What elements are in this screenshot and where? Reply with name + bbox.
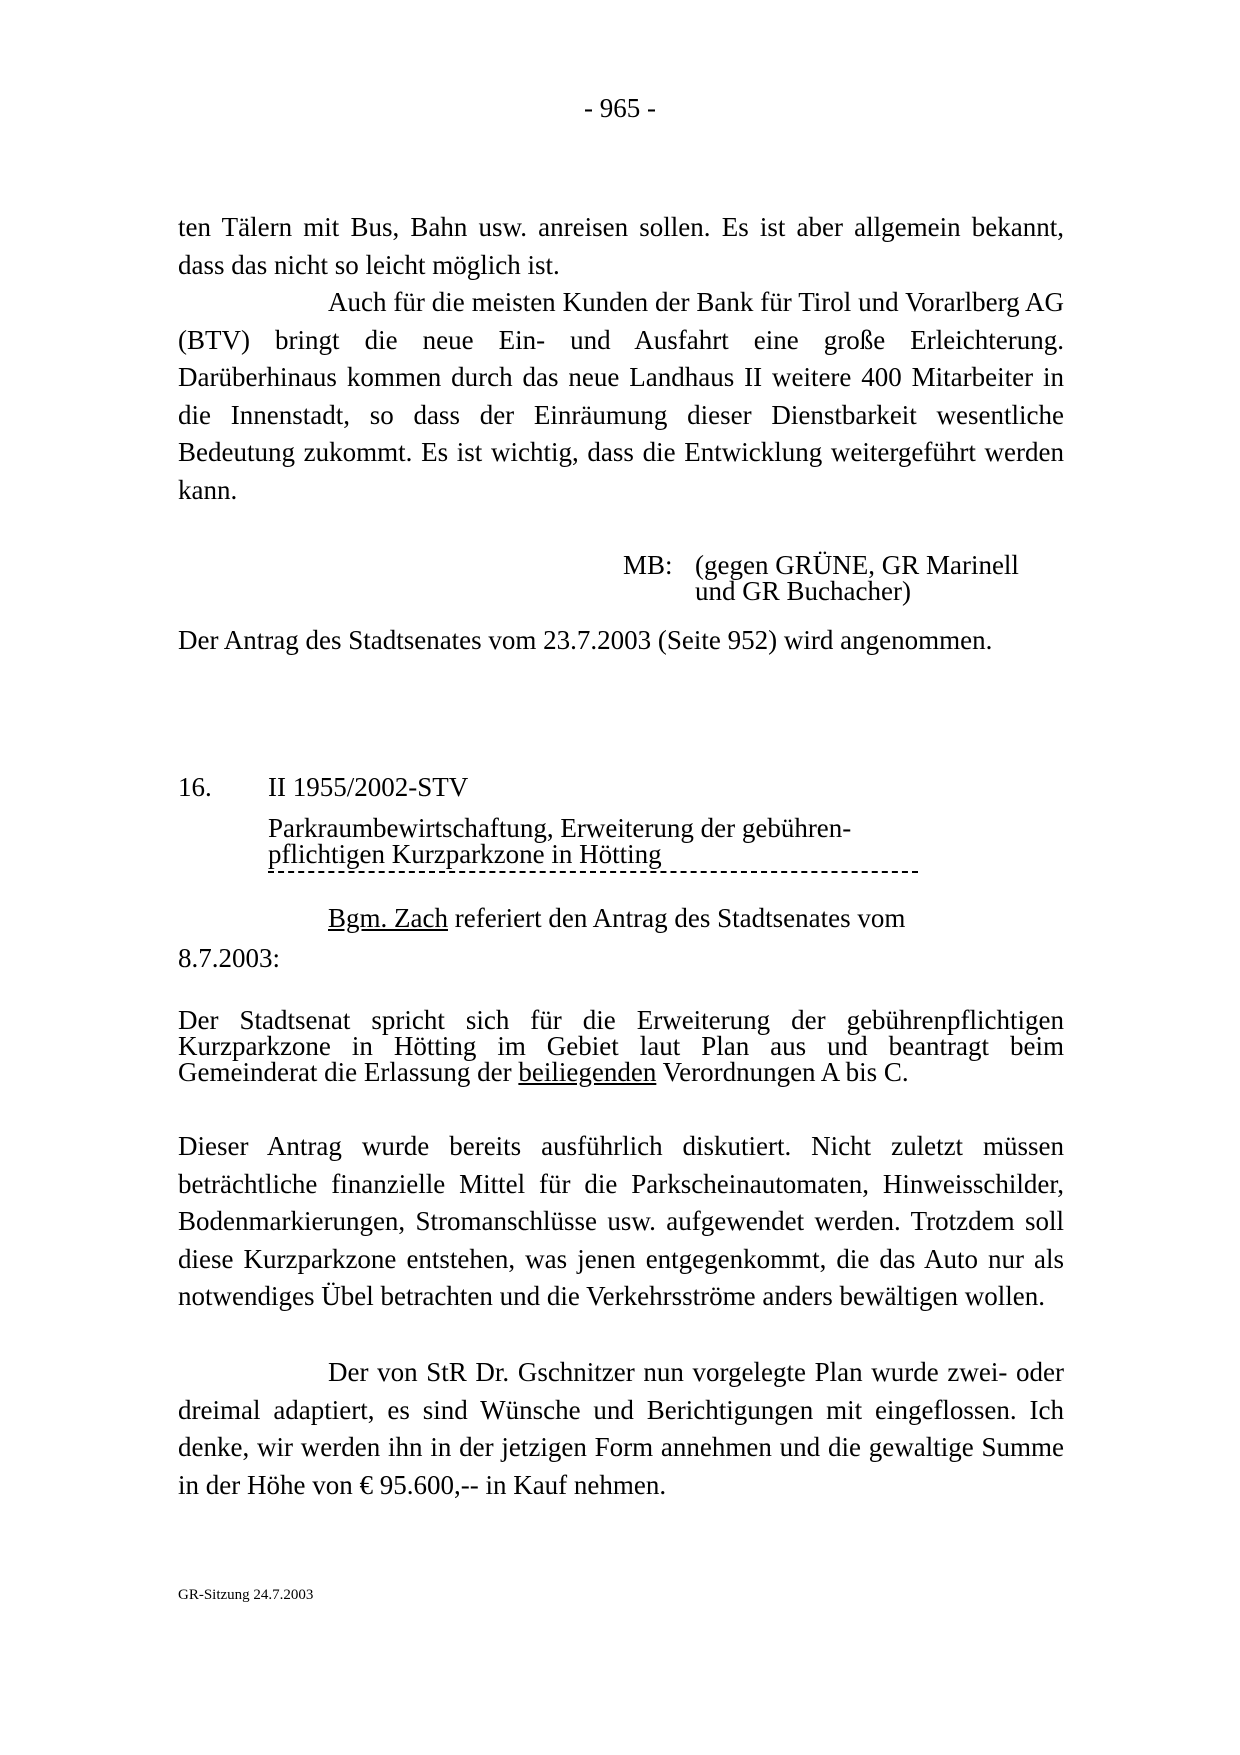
report-line: [328, 902, 905, 934]
resolution-text: Der Antrag des Stadtsenates vom 23.7.2003 (Seite 952) wird angenommen.: [178, 625, 993, 655]
item-title-line1: Parkraumbewirtschaftung, Erweiterung der gebühren-: [268, 813, 852, 843]
vote-details-line1: (gegen GRÜNE, GR Marinell: [695, 550, 1019, 580]
report-text: referiert den Antrag des Stadtsenates vom: [454, 903, 906, 933]
motion-text: [178, 1007, 1064, 1085]
item-reference: II 1955/2002-STV: [268, 772, 469, 802]
footer-text: GR-Sitzung 24.7.2003: [178, 1587, 314, 1603]
item-title-line2: pflichtigen Kurzparkzone in Hötting: [268, 839, 662, 869]
paragraph-btv: [178, 284, 1064, 509]
motion-underlined: beiliegenden: [518, 1057, 657, 1087]
motion-part1: Der Stadtsenat spricht sich für die Erweiterung der gebührenpflichtigen Kurzparkzone in Hötting im Gebiet laut Plan aus und beantragt beim Gemeinderat die Erlassung der: [178, 1005, 1064, 1087]
discussion-paragraph-2: [178, 1354, 1064, 1504]
motion-part2: Verordnungen A bis C.: [662, 1057, 909, 1087]
discussion-paragraph-1: Dieser Antrag wurde bereits ausführlich diskutiert. Nicht zuletzt müssen beträchtliche finanzielle Mittel für die Parkscheinautomaten, Hinweisschilder, Bodenmarkierungen, Stromanschlüsse usw. aufgewendet werden. Trotzdem soll diese Kurzparkzone entstehen, was jenen entgegenkommt, die das Auto nur als notwendiges Übel betrachten und die Verkehrsströme anders bewältigen wollen.: [178, 1131, 1064, 1311]
paragraph-continuation: ten Tälern mit Bus, Bahn usw. anreisen sollen. Es ist aber allgemein bekannt, dass das nicht so leicht möglich ist.: [178, 212, 1064, 280]
reporter-name: Bgm. Zach: [328, 903, 448, 933]
vote-label: MB:: [623, 550, 673, 580]
paragraph-btv-text: Auch für die meisten Kunden der Bank für Tirol und Vorarlberg AG (BTV) bringt die neue Ein- und Ausfahrt eine große Erleichterung. Darüberhinaus kommen durch das neue Landhaus II weitere 400 Mitarbeiter in die Innenstadt, so dass der Einräumung dieser Dienstbarkeit wesentliche Bedeutung zukommt. Es ist wichtig, dass die Entwicklung weitergeführt werden kann.: [178, 287, 1064, 505]
page-number: - 965 -: [584, 93, 656, 123]
vote-details: [695, 552, 1019, 604]
dashed-divider: [268, 871, 918, 873]
item-number: 16.: [178, 772, 212, 802]
vote-details-line2: und GR Buchacher): [695, 576, 911, 606]
report-date: 8.7.2003:: [178, 943, 281, 973]
discussion-paragraph-2-text: Der von StR Dr. Gschnitzer nun vorgelegte Plan wurde zwei- oder dreimal adaptiert, es sind Wünsche und Berichtigungen mit eingeflossen. Ich denke, wir werden ihn in der jetzigen Form annehmen und die gewaltige Summe in der Höhe von € 95.600,-- in Kauf nehmen.: [178, 1357, 1064, 1500]
item-title: [268, 815, 918, 867]
